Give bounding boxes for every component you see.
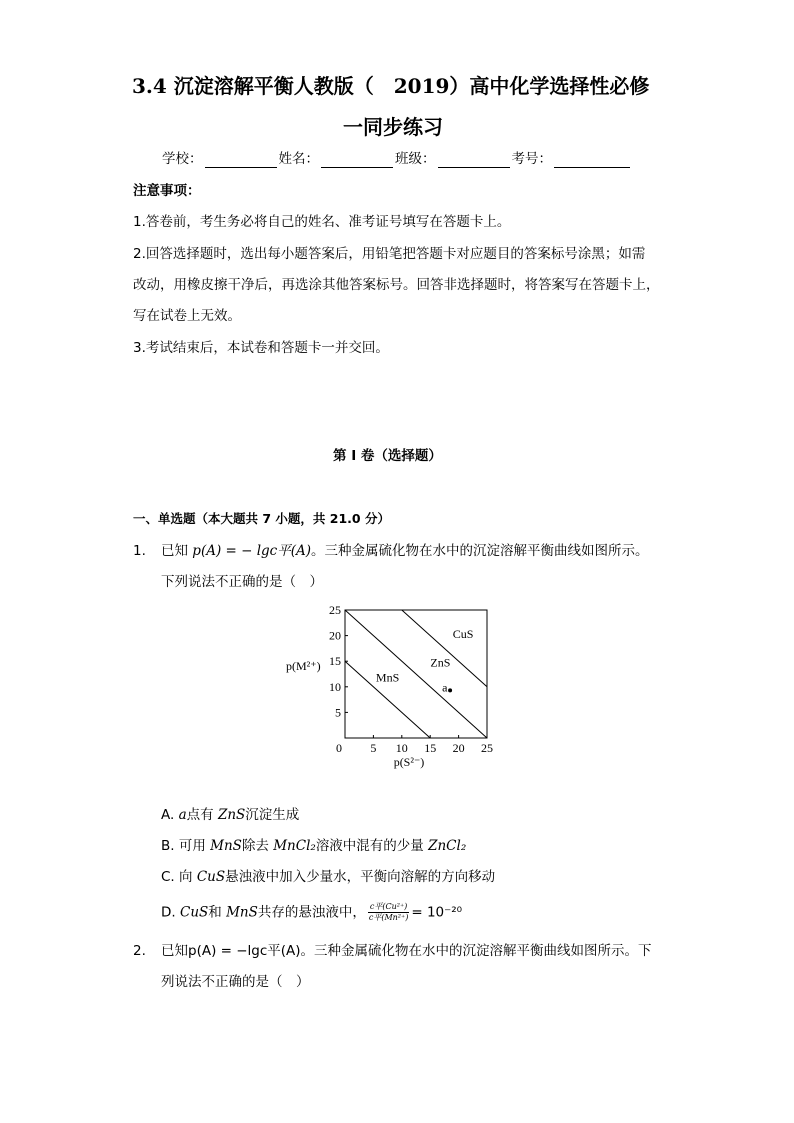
doc-title-line1: 3.4 沉淀溶解平衡人教版（ 2019）高中化学选择性必修 <box>132 74 650 98</box>
name-label: 姓名： <box>278 151 319 167</box>
x-tick-label: 5 <box>370 741 377 755</box>
option-d-eq: = 10⁻²⁰ <box>411 904 463 921</box>
option-c-tail: 悬浊液中加入少量水，平衡向溶解的方向移动 <box>225 869 496 885</box>
option-d-label: D. <box>161 904 176 921</box>
info-fields <box>162 150 632 168</box>
q1-line2: 下列说法不正确的是（ ） <box>161 574 323 590</box>
x-axis-label: p(S²⁻) <box>393 755 425 769</box>
series-label-mns: MnS <box>375 670 400 685</box>
class-blank[interactable] <box>438 153 510 168</box>
option-d-var: CuS <box>179 904 209 921</box>
series-line-cus <box>402 610 487 687</box>
point-label-a: a <box>442 680 448 695</box>
option-c-pre: 向 <box>179 869 193 885</box>
q1-option-d[interactable] <box>161 902 462 923</box>
notice-heading: 注意事项： <box>133 183 201 199</box>
q1-line1 <box>161 542 649 560</box>
q1-option-a[interactable] <box>161 806 299 824</box>
x-tick-label: 15 <box>424 741 437 755</box>
option-b-var3: ZnCl₂ <box>428 838 467 854</box>
q1-number: 1. <box>133 543 146 559</box>
option-b-label: B. <box>161 838 175 854</box>
solubility-chart <box>280 600 500 770</box>
exam-number-blank[interactable] <box>554 153 630 168</box>
option-d-mid2: 共存的悬浊液中， <box>257 904 366 921</box>
school-blank[interactable] <box>205 153 277 168</box>
option-a-mid: 点有 <box>186 807 214 823</box>
y-axis-label: p(M²⁺) <box>286 659 321 673</box>
notice-item-2: 2.回答选择题时，选出每小题答案后，用铅笔把答题卡对应题目的答案标号涂黑；如需 <box>133 246 646 262</box>
y-tick-label: 20 <box>329 628 341 643</box>
point-a <box>448 688 452 692</box>
exam-number-label: 考号： <box>511 151 552 167</box>
series-label-zns: ZnS <box>430 655 451 670</box>
notice-item-2-cont: 改动，用橡皮擦干净后，再选涂其他答案标号。回答非选择题时，将答案写在答题卡上， <box>133 277 660 293</box>
x-tick-label: 0 <box>336 741 342 755</box>
volume-title: 第 I 卷（选择题） <box>333 448 442 464</box>
notice-item-3: 3.考试结束后，本试卷和答题卡一并交回。 <box>133 340 389 356</box>
option-b-mid: 除去 <box>241 838 269 854</box>
q1-option-c[interactable] <box>161 868 495 886</box>
q1-formula: p(A) = − lgc平(A) <box>192 543 312 559</box>
option-d-mid: 和 <box>208 904 222 921</box>
q2-number: 2. <box>133 943 146 959</box>
option-b-var: MnS <box>210 838 242 854</box>
option-b-var2: MnCl₂ <box>273 838 316 854</box>
option-b-mid2: 溶液中混有的少量 <box>315 838 424 854</box>
option-d-var2: MnS <box>226 904 258 921</box>
y-tick-label: 15 <box>329 654 341 669</box>
option-a-label: A. <box>161 807 175 823</box>
notice-item-1: 1.答卷前，考生务必将自己的姓名、准考证号填写在答题卡上。 <box>133 214 511 230</box>
y-tick-label: 10 <box>329 679 341 694</box>
option-a-tail: 沉淀生成 <box>245 807 300 823</box>
option-d-fraction <box>368 902 410 923</box>
fraction-denominator: c平(Mn²⁺) <box>368 913 409 922</box>
q2-line1: 已知p(A) = −lgc平(A)。三种金属硫化物在水中的沉淀溶解平衡曲线如图所示。下 <box>161 943 652 959</box>
option-a-var: a <box>178 807 187 823</box>
part-title: 一、单选题（本大题共 7 小题，共 21.0 分） <box>133 511 390 526</box>
option-c-var: CuS <box>196 869 226 885</box>
q1-suffix: 。三种金属硫化物在水中的沉淀溶解平衡曲线如图所示。 <box>311 543 649 559</box>
option-a-var2: ZnS <box>217 807 246 823</box>
option-c-label: C. <box>161 869 175 885</box>
q1-prefix: 已知 <box>161 543 188 559</box>
q1-option-b[interactable] <box>161 837 466 855</box>
class-label: 班级： <box>395 151 436 167</box>
fraction-numerator: c平(Cu²⁺) <box>368 902 410 913</box>
notice-item-2-end: 写在试卷上无效。 <box>133 308 241 324</box>
name-blank[interactable] <box>321 153 393 168</box>
x-tick-label: 25 <box>481 741 493 755</box>
series-label-cus: CuS <box>452 627 474 642</box>
option-b-pre: 可用 <box>178 838 206 854</box>
q2-line2: 列说法不正确的是（ ） <box>161 974 310 990</box>
x-tick-label: 20 <box>452 741 465 755</box>
doc-title-line2: 一同步练习 <box>343 115 443 139</box>
x-tick-label: 10 <box>395 741 408 755</box>
y-tick-label: 5 <box>335 705 341 720</box>
school-label: 学校： <box>162 151 203 167</box>
y-tick-label: 25 <box>329 603 341 617</box>
